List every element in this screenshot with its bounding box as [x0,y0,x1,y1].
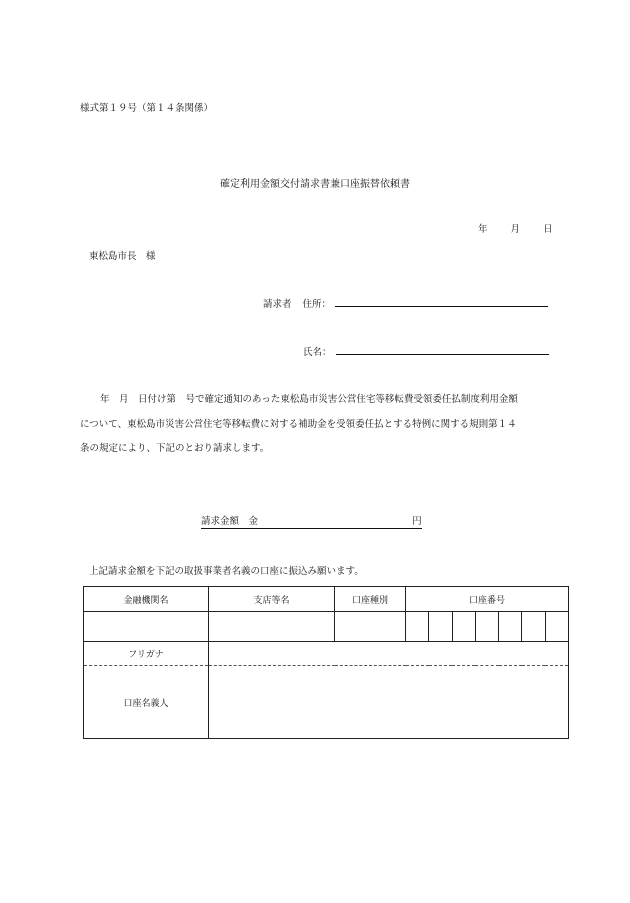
account-digit-cell[interactable] [499,612,522,642]
account-holder-label: 口座名義人 [84,666,209,739]
body-line-1: 年 月 日付け第 号で確定通知のあった東松島市災害公営住宅等移転費受領委任払制度利用金額 [100,394,518,405]
requester-name-row [303,344,549,358]
furigana-row [84,642,569,666]
amount-unit: 円 [412,516,422,527]
account-type-cell[interactable] [335,612,406,642]
document-title: 確定利用金額交付請求書兼口座振替依頼書 [220,179,410,190]
account-type-header: 口座種別 [335,587,406,612]
account-digit-cell[interactable] [522,612,545,642]
account-holder-cell[interactable] [209,666,569,739]
branch-name-cell[interactable] [209,612,335,642]
date-field [478,221,553,235]
table-header-row [84,587,569,612]
furigana-cell[interactable] [209,642,569,666]
name-input-line[interactable] [336,344,549,355]
address-label: 住所： [302,299,332,310]
requester-address-row [263,296,548,310]
body-line-3: 条の規定により、下記のとおり請求します。 [80,443,270,454]
bank-name-header: 金融機関名 [84,587,209,612]
amount-label: 請求金額 金 [201,516,259,527]
account-holder-row [84,666,569,739]
addressee: 東松島市長 様 [89,251,156,262]
form-number: 様式第１９号（第１４条関係） [80,103,214,114]
amount-row [201,513,422,529]
requester-label: 請求者 [263,299,292,310]
name-label: 氏名： [303,347,332,358]
date-day: 日 [543,224,553,235]
address-input-line[interactable] [335,296,548,307]
account-table [83,586,569,739]
transfer-request-text: 上記請求金額を下記の取扱事業者名義の口座に振込み願います。 [89,566,364,577]
table-input-row [84,612,569,642]
account-digit-cell[interactable] [475,612,498,642]
account-digit-cell[interactable] [406,612,429,642]
account-digit-cell[interactable] [429,612,452,642]
account-number-header: 口座番号 [406,587,569,612]
date-year: 年 [478,224,488,235]
account-digit-cell[interactable] [545,612,568,642]
branch-name-header: 支店等名 [209,587,335,612]
date-month: 月 [510,224,521,235]
body-line-2: について、東松島市災害公営住宅等移転費に対する補助金を受領委任払とする特例に関する規則第１４ [80,419,517,430]
account-digit-cell[interactable] [452,612,475,642]
bank-name-cell[interactable] [84,612,209,642]
furigana-label: フリガナ [84,642,209,666]
